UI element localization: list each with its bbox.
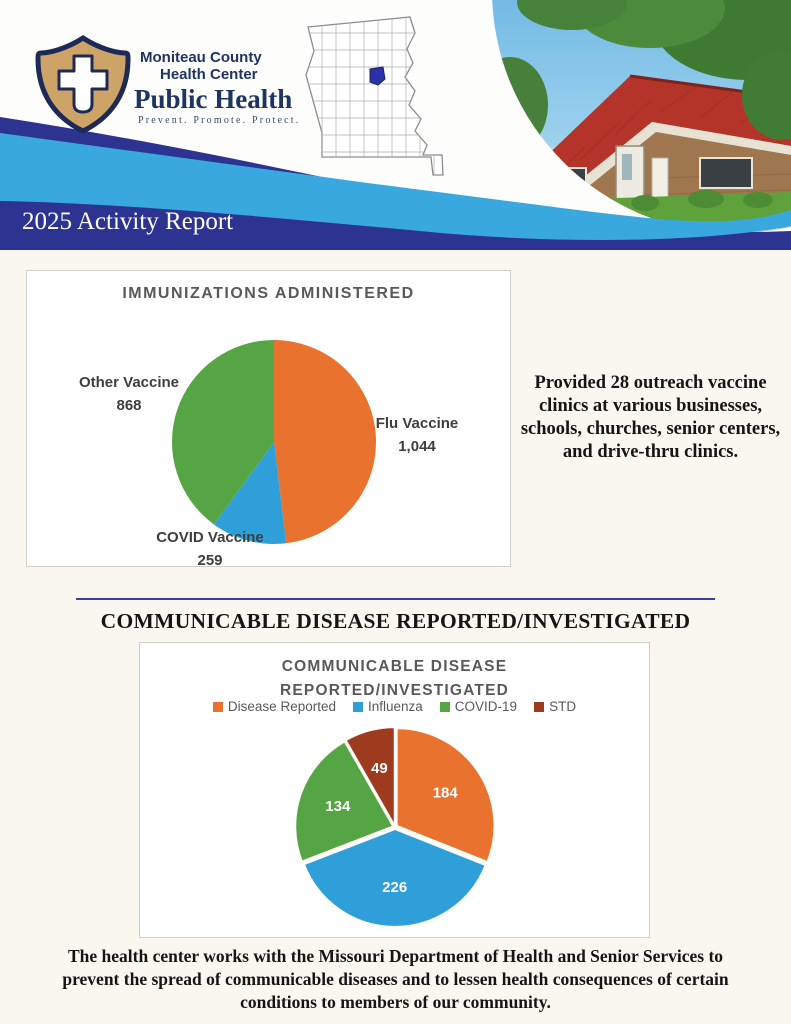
footer-text: The health center works with the Missouri Department of Health and Senior Services to prevent the spread of communicable diseases and to lessen health consequences of certain conditions to members of our community.: [62, 946, 729, 1012]
pie-slice-label: COVID Vaccine: [156, 529, 264, 546]
immunizations-pie-chart: [27, 271, 512, 568]
communicable-pie-chart: [140, 643, 651, 939]
logo-tagline: Prevent. Promote. Protect.: [138, 115, 301, 126]
pie-value-label: 134: [325, 798, 351, 816]
pie-value-label: 49: [371, 759, 388, 777]
pie-slice-label: Flu Vaccine: [375, 415, 459, 432]
logo-brand: Public Health: [134, 84, 293, 114]
pie-slice-label: 1,044: [398, 438, 436, 455]
pie-value-label: 184: [432, 784, 458, 802]
legend-label: COVID-19: [454, 699, 518, 714]
communicable-chart-box: [139, 642, 650, 938]
legend-label: Disease Reported: [227, 699, 336, 714]
pie-value-label: 226: [382, 879, 408, 897]
legend-label: Influenza: [367, 699, 423, 714]
pie-slice-label: 868: [116, 397, 142, 414]
communicable-section-heading: COMMUNICABLE DISEASE REPORTED/INVESTIGATED: [100, 609, 691, 633]
legend-label: STD: [549, 699, 577, 714]
outreach-clinics-text: Provided 28 outreach vaccine clinics at various businesses, schools, churches, senior centers, and drive-thru clinics.: [520, 373, 781, 462]
banner-title: 2025 Activity Report: [22, 208, 234, 235]
logo: [38, 38, 300, 131]
section-divider: [76, 598, 715, 600]
pie-slice-label: 259: [197, 552, 223, 568]
header: [0, 0, 791, 250]
pie-slice-flu-vaccine: [274, 340, 376, 543]
pie-slice-label: Other Vaccine: [78, 374, 180, 391]
logo-org-line1: Moniteau County: [140, 49, 262, 66]
immunizations-chart-title: IMMUNIZATIONS ADMINISTERED: [122, 285, 415, 302]
immunizations-chart-box: [26, 270, 511, 567]
logo-org-line2: Health Center: [160, 66, 258, 83]
communicable-chart-title-line1: COMMUNICABLE DISEASE: [281, 658, 508, 675]
communicable-chart-title-line2: REPORTED/INVESTIGATED: [279, 682, 510, 699]
